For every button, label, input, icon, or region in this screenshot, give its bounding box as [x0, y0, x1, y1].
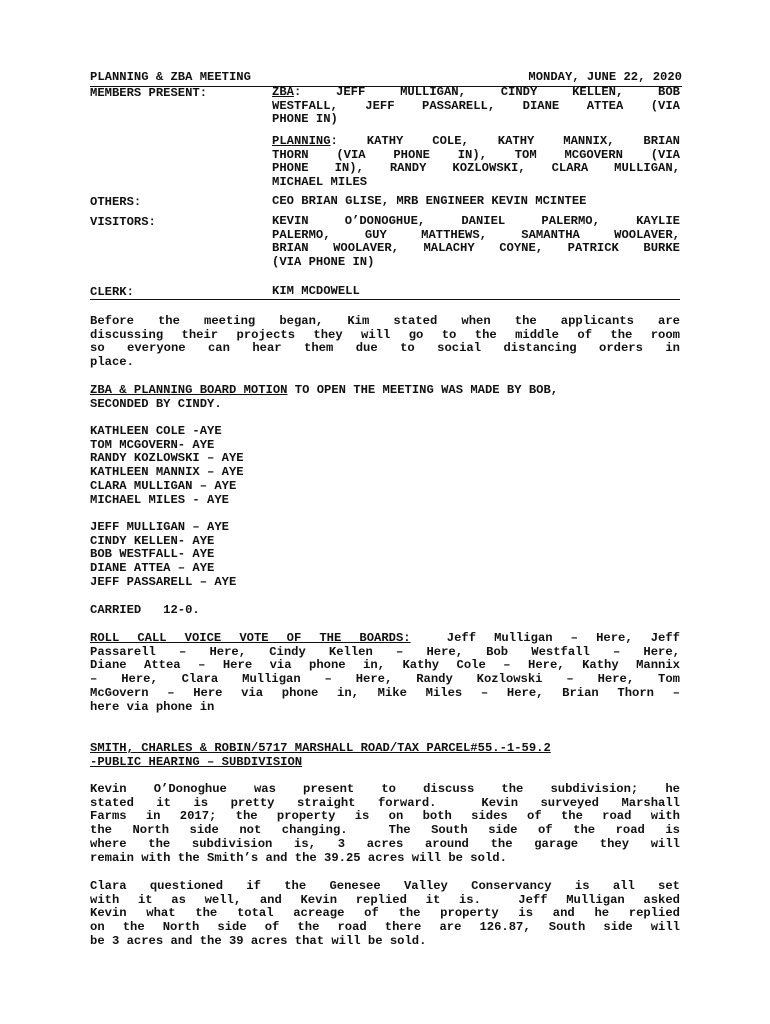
planning-line: THORN (VIA PHONE IN), TOM MCGOVERN (VIA: [272, 147, 680, 162]
members-planning-row: [90, 135, 680, 191]
motion-paragraph: ZBA & PLANNING BOARD MOTION TO OPEN THE MEETING WAS MADE BY BOB, SECONDED BY CINDY.: [90, 383, 559, 411]
vote-entry: CLARA MULLIGAN – AYE: [90, 478, 237, 493]
section-divider: [90, 299, 680, 300]
meeting-title: PLANNING & ZBA MEETING: [90, 70, 251, 84]
planning-line: PHONE IN), RANDY KOZLOWSKI, CLARA MULLIGAN,: [272, 161, 680, 176]
zba-line: ZBA: JEFF MULLIGAN, CINDY KELLEN, BOB: [272, 85, 680, 99]
motion-heading: ZBA & PLANNING BOARD MOTION: [90, 383, 288, 397]
vote-entry: KATHLEEN COLE -AYE: [90, 424, 222, 438]
roll-call-paragraph: ROLL CALL VOICE VOTE OF THE BOARDS: Jeff Mulligan – Here, Jeff Passarell – Here, Cindy Kellen – Here, Bob Westfall – Here, Diane Attea – Here via phone in, Kathy Cole – Here, Kathy Mannix – Here, Clara Mulligan – Here, Randy Kozlowski – Here, Tom McGovern – Here via phone in, Mike Miles – Here, Brian Thorn – here via phone in: [90, 631, 680, 714]
vote-entry: KATHLEEN MANNIX – AYE: [90, 465, 244, 480]
vote-entry: CINDY KELLEN- AYE: [90, 533, 215, 548]
visitors-row: [90, 215, 680, 271]
members-zba-row: [90, 86, 680, 134]
visitors-value: [272, 215, 680, 270]
vote-entry: DIANE ATTEA – AYE: [90, 561, 215, 576]
roll-call-heading: ROLL CALL VOICE VOTE OF THE BOARDS:: [90, 631, 411, 645]
zba-line: WESTFALL, JEFF PASSARELL, DIANE ATTEA (VIA: [272, 98, 680, 113]
agenda-item-heading: SMITH, CHARLES & ROBIN/5717 MARSHALL ROAD/TAX PARCEL#55.-1-59.2 -PUBLIC HEARING – SUBDIVISION: [90, 741, 551, 769]
meeting-date: MONDAY, JUNE 22, 2020: [528, 70, 682, 84]
planning-line: MICHAEL MILES: [272, 175, 368, 190]
visitors-line: BRIAN WOOLAVER, MALACHY COYNE, PATRICK BURKE: [272, 241, 680, 256]
discussion-paragraph-2: Clara questioned if the Genesee Valley Conservancy is all set with it as well, and Kevin replied it is. Jeff Mulligan asked Kevin what the total acreage of the property is and he replied on the North side of the road there are 126.87, South side will be 3 acres and the 39 acres that will be sold.: [90, 879, 680, 948]
vote-entry: TOM MCGOVERN- AYE: [90, 437, 215, 452]
clerk-row: [90, 285, 680, 299]
planning-vote-list: [90, 425, 244, 507]
visitors-label: VISITORS:: [90, 215, 156, 229]
planning-line: PLANNING: KATHY COLE, KATHY MANNIX, BRIAN: [272, 134, 680, 148]
carried-result: CARRIED 12-0.: [90, 603, 200, 617]
others-row: [90, 195, 680, 209]
clerk-label: CLERK:: [90, 285, 134, 299]
members-present-label: MEMBERS PRESENT:: [90, 86, 208, 100]
vote-entry: MICHAEL MILES - AYE: [90, 492, 229, 507]
zba-vote-list: [90, 521, 236, 590]
vote-entry: RANDY KOZLOWSKI – AYE: [90, 451, 244, 466]
intro-paragraph: Before the meeting began, Kim stated when the applicants are discussing their projects they will go to the middle of the room so everyone can hear them due to social distancing orders in place.: [90, 314, 680, 370]
zba-label: ZBA: [272, 85, 294, 99]
zba-line: PHONE IN): [272, 112, 338, 127]
visitors-line: KEVIN O’DONOGHUE, DANIEL PALERMO, KAYLIE: [272, 214, 680, 228]
vote-entry: BOB WESTFALL- AYE: [90, 547, 215, 562]
visitors-line: (VIA PHONE IN): [272, 255, 375, 270]
visitors-line: PALERMO, GUY MATTHEWS, SAMANTHA WOOLAVER,: [272, 227, 680, 242]
planning-members: [272, 135, 680, 190]
planning-label: PLANNING: [272, 134, 331, 148]
discussion-paragraph-1: Kevin O’Donoghue was present to discuss the subdivision; he stated it is pretty straight forward. Kevin surveyed Marshall Farms in 2017; the property is on both sides of the road with the North side not changing. The South side of the road is where the subdivision is, 3 acres around the garage they will remain with the Smith’s and the 39.25 acres will be sold.: [90, 782, 680, 865]
clerk-value: KIM MCDOWELL: [272, 284, 360, 298]
others-label: OTHERS:: [90, 195, 142, 209]
others-value: CEO BRIAN GLISE, MRB ENGINEER KEVIN MCINTEE: [272, 194, 587, 208]
vote-entry: JEFF PASSARELL – AYE: [90, 574, 237, 589]
vote-entry: JEFF MULLIGAN – AYE: [90, 520, 229, 534]
zba-members: [272, 86, 680, 127]
